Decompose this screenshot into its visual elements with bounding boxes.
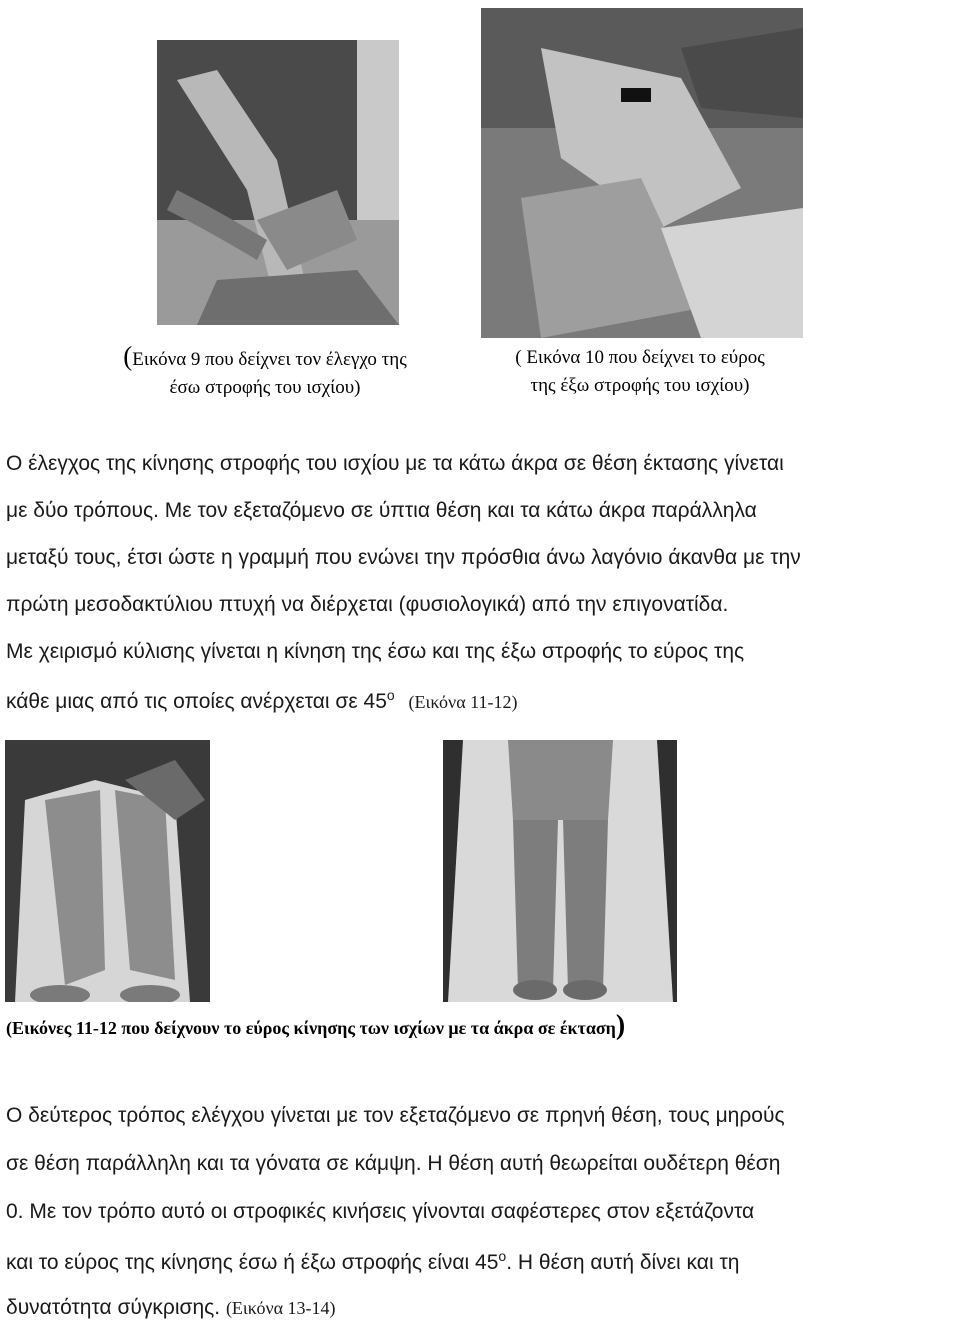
- paragraph-2-line-3: 0. Με τον τρόπο αυτό οι στροφικές κινήσεις γίνονται σαφέστερες στον εξετάζοντα: [6, 1200, 755, 1223]
- paragraph-1: [6, 452, 956, 734]
- figure-11-12-caption-paren: ): [615, 1010, 626, 1041]
- degree-superscript-2: ο: [498, 1248, 507, 1264]
- paragraph-2: [6, 1104, 956, 1344]
- paragraph-2-line-5: [6, 1296, 956, 1344]
- figure-10-photo: [481, 8, 803, 338]
- paragraph-1-line-5: Με χειρισμό κύλισης γίνεται η κίνηση της έσω και της έξω στροφής το εύρος της: [6, 640, 745, 663]
- paragraph-2-line-4: [6, 1248, 956, 1296]
- figure-9-photo: [157, 40, 399, 325]
- figure-11-12-reference: (Εικόνα 11-12): [408, 692, 518, 712]
- paragraph-1-line-4: πρώτη μεσοδακτύλιου πτυχή να διέρχεται (φυσιολογικά) από την επιγονατίδα.: [6, 593, 729, 616]
- paragraph-2-line-4a: και το εύρος της κίνησης έσω ή έξω στροφής είναι 45: [6, 1251, 499, 1274]
- paragraph-2-line-2: σε θέση παράλληλη και τα γόνατα σε κάμψη. Η θέση αυτή θεωρείται ουδέτερη θέση: [6, 1152, 781, 1175]
- figure-9-caption-line2: έσω στροφής του ισχίου): [169, 377, 361, 398]
- paragraph-1-line-6: [6, 687, 956, 734]
- figure-10-caption: [470, 344, 810, 400]
- figure-11-photo: [5, 740, 210, 1002]
- figure-11-12-caption-text: (Εικόνες 11-12 που δείχνουν το εύρος κίνησης των ισχίων με τα άκρα σε έκταση: [6, 1018, 616, 1038]
- degree-superscript: ο: [386, 687, 395, 703]
- paragraph-2-line-5-text: δυνατότητα σύγκρισης.: [6, 1296, 221, 1319]
- figure-11-12-caption: [6, 1010, 956, 1042]
- figure-9-caption-line1: Εικόνα 9 που δείχνει τον έλεγχο της: [132, 349, 407, 370]
- figure-9-caption-paren: (: [123, 341, 133, 371]
- paragraph-1-line-1: Ο έλεγχος της κίνησης στροφής του ισχίου με τα κάτω άκρα σε θέση έκτασης γίνεται: [6, 452, 784, 475]
- figure-9-caption: [80, 342, 450, 402]
- paragraph-1-line-6-text: κάθε μιας από τις οποίες ανέρχεται σε 45: [6, 690, 387, 713]
- paragraph-1-line-2: με δύο τρόπους. Με τον εξεταζόμενο σε ύπτια θέση και τα κάτω άκρα παράλληλα: [6, 499, 757, 522]
- figure-13-14-reference: (Εικόνα 13-14): [225, 1298, 336, 1318]
- figure-10-caption-line1: ( Εικόνα 10 που δείχνει το εύρος: [515, 347, 765, 368]
- paragraph-2-line-4b: . Η θέση αυτή δίνει και τη: [506, 1251, 740, 1274]
- paragraph-1-line-3: μεταξύ τους, έτσι ώστε η γραμμή που ενώνει την πρόσθια άνω λαγόνιο άκανθα με την: [6, 546, 801, 569]
- figure-10-caption-line2: της έξω στροφής του ισχίου): [530, 375, 750, 396]
- figure-12-photo: [443, 740, 677, 1002]
- paragraph-2-line-1: Ο δεύτερος τρόπος ελέγχου γίνεται με τον εξεταζόμενο σε πρηνή θέση, τους μηρούς: [6, 1104, 785, 1127]
